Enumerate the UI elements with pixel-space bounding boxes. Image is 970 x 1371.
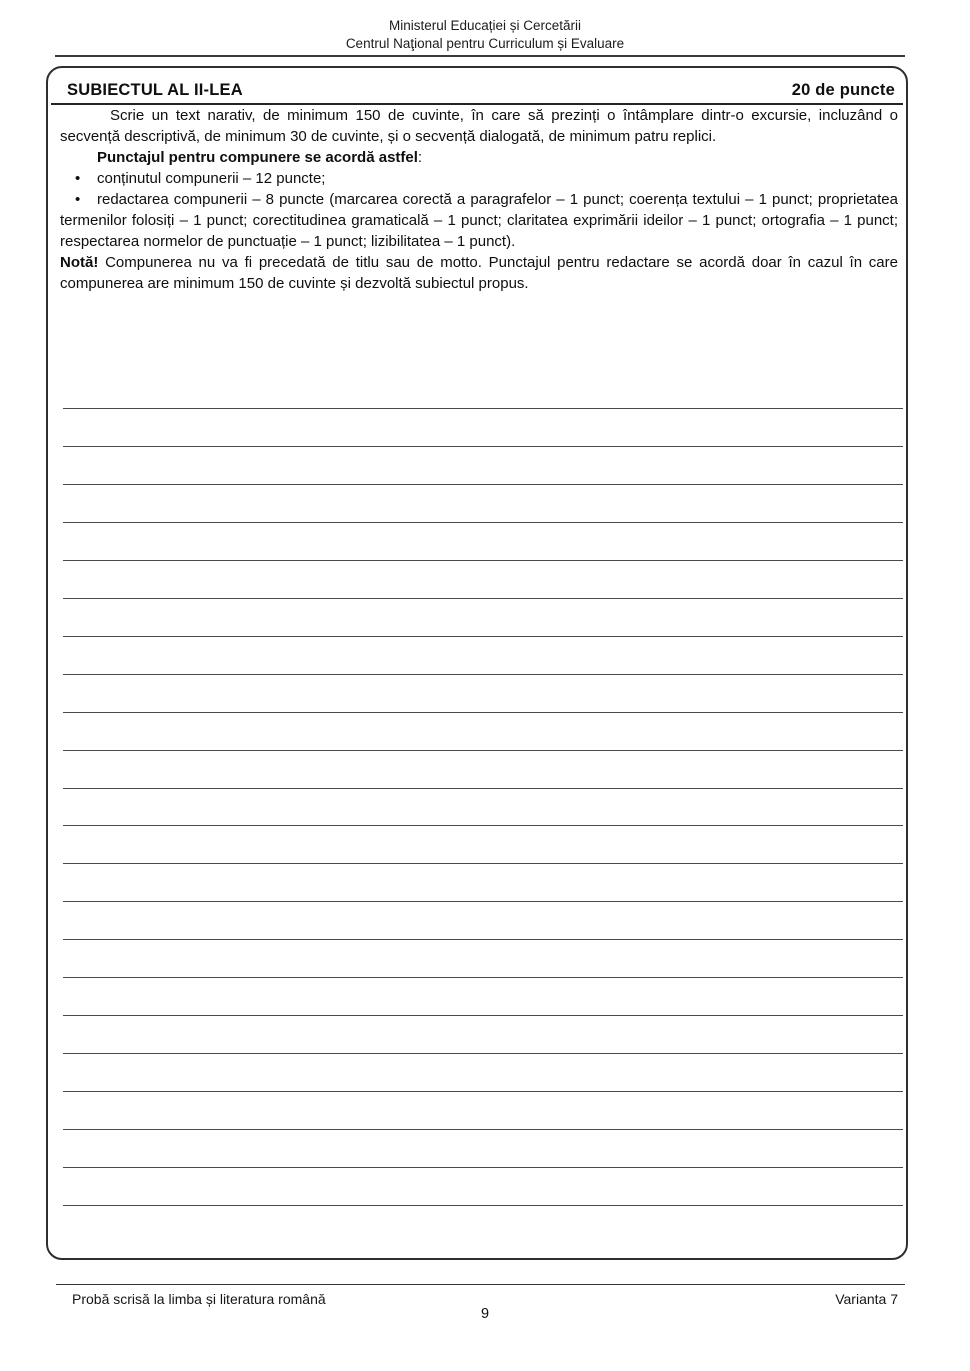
writing-line	[63, 1205, 903, 1206]
writing-line	[63, 408, 903, 409]
writing-line	[63, 560, 903, 561]
subject-body	[60, 105, 898, 294]
scoring-heading-colon: :	[417, 149, 423, 166]
bullet-text-redactare: redactarea compunerii – 8 puncte (marcarea corectă a paragrafelor – 1 punct; coerența textului – 1 punct; proprietatea termenilor folosiți – 1 punct; corectitudinea gramaticală – 1 punct; claritatea exprimării ideilor – 1 punct; ortografia – 1 punct; respectarea normelor de punctuație – 1 punct; lizibilitatea – 1 punct).	[60, 191, 898, 250]
scoring-bullet-content	[60, 168, 898, 189]
writing-line	[63, 636, 903, 637]
bullet-icon: •	[75, 191, 81, 208]
page-footer	[72, 1291, 898, 1307]
writing-line	[63, 522, 903, 523]
scoring-heading	[60, 147, 898, 168]
footer-divider	[56, 1284, 905, 1285]
writing-line	[63, 1053, 903, 1054]
header-divider	[55, 55, 905, 57]
center-name: Centrul Naţional pentru Curriculum și Evaluare	[345, 35, 625, 51]
writing-line	[63, 939, 903, 940]
writing-line	[63, 598, 903, 599]
writing-line	[63, 446, 903, 447]
writing-line	[63, 1167, 903, 1168]
note-paragraph	[60, 252, 898, 294]
writing-line	[63, 1129, 903, 1130]
subject-header-row	[51, 68, 903, 105]
bullet-icon: •	[75, 170, 81, 187]
note-label: Notă!	[60, 254, 99, 271]
writing-line	[63, 712, 903, 713]
writing-line	[63, 977, 903, 978]
writing-line	[63, 750, 903, 751]
writing-line	[63, 674, 903, 675]
scoring-heading-text: Punctajul pentru compunere se acordă astfel	[97, 149, 418, 166]
bullet-text-content: conținutul compunerii – 12 puncte;	[97, 170, 326, 187]
page-number: 9	[480, 1306, 490, 1322]
writing-line	[63, 1091, 903, 1092]
footer-exam-name: Probă scrisă la limba și literatura română	[72, 1291, 326, 1307]
writing-line	[63, 484, 903, 485]
task-paragraph: Scrie un text narativ, de minimum 150 de cuvinte, în care să prezinți o întâmplare dintr-o excursie, incluzând o secvență descriptivă, de minimum 30 de cuvinte, și o secvență dialogată, de minimum patru replici.	[60, 107, 898, 145]
note-text: Compunerea nu va fi precedată de titlu sau de motto. Punctajul pentru redactare se acordă doar în cazul în care compunerea are minimum 150 de cuvinte și dezvoltă subiectul propus.	[60, 254, 898, 292]
writing-line	[63, 788, 903, 789]
subject-points: 20 de puncte	[791, 81, 895, 99]
writing-line	[63, 1015, 903, 1016]
writing-line	[63, 825, 903, 826]
subject-box	[46, 66, 908, 1260]
subject-title: SUBIECTUL AL II-LEA	[67, 81, 243, 99]
writing-line	[63, 901, 903, 902]
ministry-name: Ministerul Educației și Cercetării	[388, 18, 582, 33]
scoring-bullet-redactare	[60, 189, 898, 252]
document-header	[0, 17, 970, 52]
writing-line	[63, 863, 903, 864]
footer-variant: Varianta 7	[835, 1291, 898, 1307]
